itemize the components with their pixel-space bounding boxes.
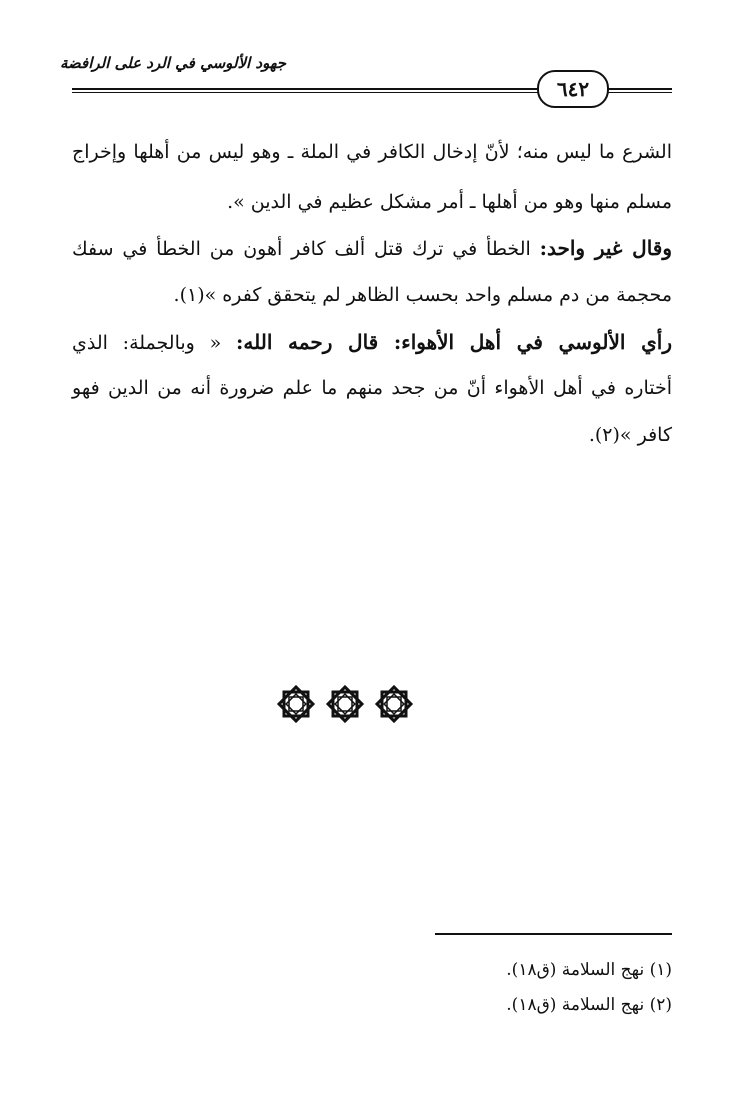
footnote-rule [435,933,672,935]
body-line-4: محجمة من دم مسلم واحد بحسب الظاهر لم يتحقق كفره »(١). [173,284,672,306]
body-line-3-text: الخطأ في ترك قتل ألف كافر أهون من الخطأ في سفك [72,238,540,260]
running-title: جهود الألوسي في الرد على الرافضة [60,54,287,72]
page-number: ٦٤٢ [537,70,609,108]
body-line-3 [72,233,672,264]
star-ornament-icon [324,683,366,725]
footnote-1: (١) نهج السلامة (ق١٨). [506,960,672,980]
body-line-6: أختاره في أهل الأهواء أنّ من جحد منهم ما علم ضرورة أنه من الدين فهو [72,377,672,399]
footnote-2: (٢) نهج السلامة (ق١٨). [506,995,672,1015]
section-ornament [275,683,415,727]
paragraph-lead-bold: وقال غير واحد: [539,236,673,260]
body-line-2: مسلم منها وهو من أهلها ـ أمر مشكل عظيم في الدين ». [227,191,672,213]
section-heading-bold: رأي الألوسي في أهل الأهواء: قال رحمه الله: [236,330,673,354]
body-line-1: الشرع ما ليس منه؛ لأنّ إدخال الكافر في الملة ـ وهو ليس من أهلها وإخراج [72,141,672,163]
body-line-7: كافر »(٢). [588,424,672,446]
body-line-5 [72,327,672,358]
star-ornament-icon [373,683,415,725]
body-line-5-text: « وبالجملة: الذي [72,332,236,354]
star-ornament-icon [275,683,317,725]
